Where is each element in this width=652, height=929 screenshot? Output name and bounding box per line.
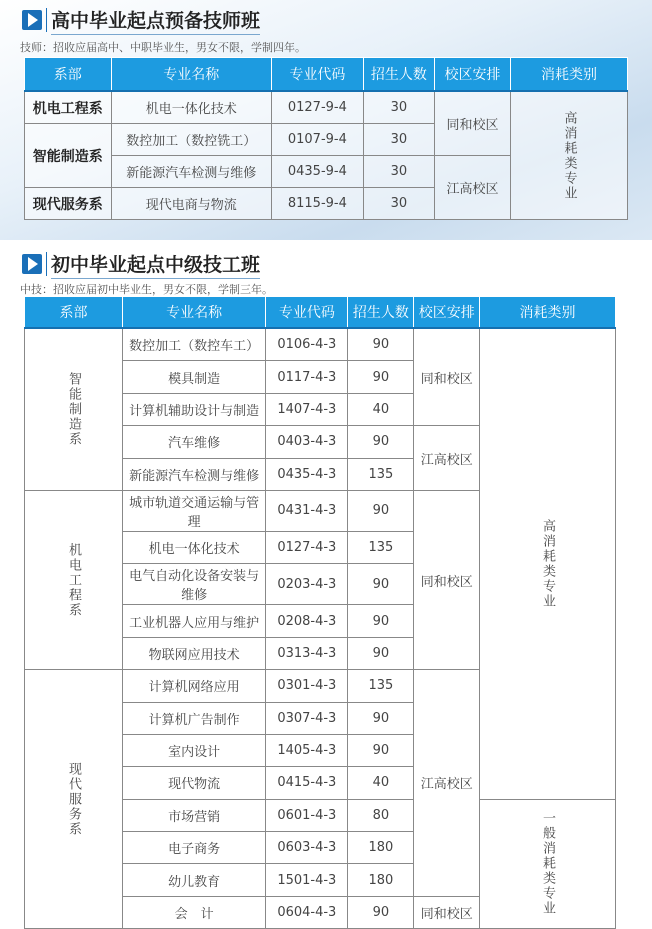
- col-header: 消耗类别: [511, 58, 628, 92]
- count-cell: 90: [348, 564, 414, 605]
- dept-text: 机电工程系: [66, 542, 81, 618]
- code-cell: 0106-4-3: [266, 328, 348, 361]
- count-cell: 30: [363, 124, 434, 156]
- col-header: 校区安排: [434, 58, 510, 92]
- dept-cell: 现代服务系: [25, 188, 112, 220]
- count-cell: 135: [348, 458, 414, 490]
- count-cell: 90: [348, 637, 414, 669]
- major-cell: 机电一体化技术: [123, 531, 266, 563]
- code-cell: 0435-9-4: [271, 156, 363, 188]
- count-cell: 90: [348, 702, 414, 734]
- major-cell: 市场营销: [123, 799, 266, 831]
- category-cell: [511, 91, 628, 220]
- count-cell: 30: [363, 188, 434, 220]
- code-cell: 1405-4-3: [266, 734, 348, 766]
- major-cell: 新能源汽车检测与维修: [111, 156, 271, 188]
- count-cell: 90: [348, 426, 414, 458]
- col-header: 系部: [25, 58, 112, 92]
- section1-title: 高中毕业起点预备技师班: [51, 6, 260, 35]
- table-row: [25, 91, 628, 124]
- major-cell: 电气自动化设备安装与维修: [123, 564, 266, 605]
- code-cell: 0313-4-3: [266, 637, 348, 669]
- code-cell: 0208-4-3: [266, 605, 348, 637]
- col-header: 专业代码: [266, 297, 348, 329]
- count-cell: 135: [348, 670, 414, 702]
- count-cell: 180: [348, 832, 414, 864]
- major-cell: 机电一体化技术: [111, 91, 271, 124]
- section2-title: 初中毕业起点中级技工班: [51, 250, 260, 279]
- count-cell: 90: [348, 328, 414, 361]
- major-cell: 会 计: [123, 896, 266, 928]
- major-cell: 计算机辅助设计与制造: [123, 393, 266, 425]
- count-cell: 30: [363, 156, 434, 188]
- play-icon: [22, 254, 42, 274]
- col-header: 专业名称: [111, 58, 271, 92]
- count-cell: 90: [348, 605, 414, 637]
- col-header: 校区安排: [414, 297, 480, 329]
- section2-heading: [22, 250, 260, 278]
- campus-cell: 江高校区: [414, 670, 480, 897]
- col-header: 专业名称: [123, 297, 266, 329]
- dept-text: 现代服务系: [66, 761, 81, 837]
- dept-cell: [25, 328, 123, 490]
- code-cell: 0107-9-4: [271, 124, 363, 156]
- major-cell: 新能源汽车检测与维修: [123, 458, 266, 490]
- count-cell: 40: [348, 767, 414, 799]
- section2-note: 中技：招收应届初中毕业生，男女不限，学制三年。: [20, 283, 273, 296]
- major-cell: 城市轨道交通运输与管理: [123, 490, 266, 531]
- category-text: 高消耗类专业: [561, 110, 577, 201]
- count-cell: 180: [348, 864, 414, 896]
- play-icon: [22, 10, 42, 30]
- campus-cell: 同和校区: [414, 896, 480, 928]
- count-cell: 135: [348, 531, 414, 563]
- category-text: 一般消耗类专业: [540, 811, 555, 917]
- code-cell: 0431-4-3: [266, 490, 348, 531]
- dept-cell: 机电工程系: [25, 91, 112, 124]
- col-header: 专业代码: [271, 58, 363, 92]
- count-cell: 30: [363, 91, 434, 124]
- campus-cell: 同和校区: [434, 91, 510, 156]
- code-cell: 0403-4-3: [266, 426, 348, 458]
- dept-text: 智能制造系: [66, 371, 81, 447]
- code-cell: 0203-4-3: [266, 564, 348, 605]
- code-cell: 0604-4-3: [266, 896, 348, 928]
- count-cell: 90: [348, 896, 414, 928]
- major-cell: 计算机网络应用: [123, 670, 266, 702]
- code-cell: 0603-4-3: [266, 832, 348, 864]
- major-cell: 电子商务: [123, 832, 266, 864]
- code-cell: 0435-4-3: [266, 458, 348, 490]
- code-cell: 8115-9-4: [271, 188, 363, 220]
- campus-cell: 同和校区: [414, 328, 480, 426]
- code-cell: 1407-4-3: [266, 393, 348, 425]
- major-cell: 汽车维修: [123, 426, 266, 458]
- dept-cell: 智能制造系: [25, 124, 112, 188]
- campus-cell: 同和校区: [414, 490, 480, 669]
- col-header: 招生人数: [348, 297, 414, 329]
- col-header: 招生人数: [363, 58, 434, 92]
- count-cell: 40: [348, 393, 414, 425]
- dept-cell: [25, 490, 123, 669]
- code-cell: 0127-4-3: [266, 531, 348, 563]
- major-cell: 数控加工（数控车工）: [123, 328, 266, 361]
- major-cell: 模具制造: [123, 361, 266, 393]
- code-cell: 1501-4-3: [266, 864, 348, 896]
- section1-heading: [22, 6, 260, 34]
- major-cell: 工业机器人应用与维护: [123, 605, 266, 637]
- major-cell: 幼儿教育: [123, 864, 266, 896]
- major-cell: 室内设计: [123, 734, 266, 766]
- major-cell: 数控加工（数控铣工）: [111, 124, 271, 156]
- code-cell: 0127-9-4: [271, 91, 363, 124]
- count-cell: 90: [348, 734, 414, 766]
- technician-table: [24, 57, 628, 220]
- count-cell: 80: [348, 799, 414, 831]
- major-cell: 物联网应用技术: [123, 637, 266, 669]
- category-cell: [480, 799, 616, 929]
- category-cell: [480, 328, 616, 799]
- major-cell: 现代电商与物流: [111, 188, 271, 220]
- major-cell: 现代物流: [123, 767, 266, 799]
- code-cell: 0415-4-3: [266, 767, 348, 799]
- code-cell: 0307-4-3: [266, 702, 348, 734]
- code-cell: 0601-4-3: [266, 799, 348, 831]
- col-header: 系部: [25, 297, 123, 329]
- section1-note: 技师：招收应届高中、中职毕业生，男女不限，学制四年。: [20, 41, 306, 54]
- code-cell: 0117-4-3: [266, 361, 348, 393]
- campus-cell: 江高校区: [434, 156, 510, 220]
- major-cell: 计算机广告制作: [123, 702, 266, 734]
- campus-cell: 江高校区: [414, 426, 480, 491]
- code-cell: 0301-4-3: [266, 670, 348, 702]
- category-text: 高消耗类专业: [540, 518, 555, 609]
- count-cell: 90: [348, 490, 414, 531]
- intermediate-table: [24, 296, 616, 929]
- count-cell: 90: [348, 361, 414, 393]
- table-row: [25, 328, 616, 361]
- col-header: 消耗类别: [480, 297, 616, 329]
